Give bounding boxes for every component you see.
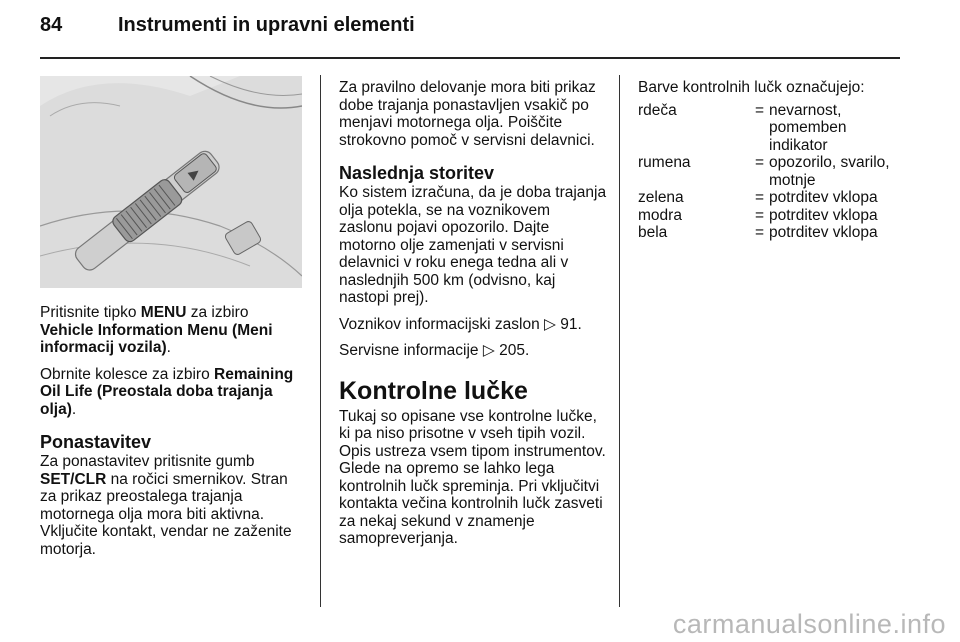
text: Pritisnite tipko	[40, 304, 141, 321]
middle-column	[339, 79, 607, 557]
color-name: modra	[638, 206, 682, 224]
color-meaning: potrditev vklopa	[769, 206, 878, 224]
color-name: rdeča	[638, 101, 677, 119]
page-header	[40, 14, 415, 37]
next-service-heading: Naslednja storitev	[339, 163, 495, 183]
arrow-icon: ▷	[544, 314, 556, 333]
ref-text: Servisne informacije	[339, 342, 483, 359]
color-meaning-table	[638, 102, 898, 242]
table-row	[638, 154, 898, 189]
header-rule	[40, 57, 900, 59]
colors-intro: Barve kontrolnih lučk označujejo:	[638, 79, 865, 96]
color-meaning: nevarnost, pomemben indikator	[769, 101, 847, 154]
reference-service-info	[339, 342, 607, 360]
table-row	[638, 102, 898, 155]
section-heading: Kontrolne lučke	[339, 376, 528, 405]
watermark: carmanualsonline.info	[672, 609, 946, 639]
right-column	[638, 79, 903, 242]
text: .	[71, 400, 77, 418]
equals-sign: =	[755, 154, 765, 171]
text: na ročici smernikov. Stran za prikaz preostalega trajanja motornega olja mora biti aktivna. Vključite kontakt, vendar ne zaženite motorja.	[40, 470, 292, 558]
text: za izbiro	[186, 304, 249, 321]
next-service-paragraph: Ko sistem izračuna, da je doba trajanja olja potekla, se na voznikovem zaslonu pojavi opozorilo. Dajte motorno olje zamenjati v servisni delavnici v roku enega tedna ali v naslednjih 500 km (odvisno, kaj nastopi prej).	[339, 184, 607, 306]
left-column	[40, 304, 305, 567]
column-divider	[619, 75, 620, 607]
equals-sign: =	[755, 101, 765, 119]
color-name: bela	[638, 224, 668, 241]
color-meaning: potrditev vklopa	[769, 224, 878, 241]
equals-sign: =	[755, 224, 765, 241]
reference-driver-display	[339, 316, 607, 334]
menu-item: Remaining Oil Life (Preostala doba trajanja olja)	[40, 365, 294, 418]
equals-sign: =	[755, 189, 765, 206]
table-row	[638, 224, 898, 242]
table-row	[638, 189, 898, 207]
turn-signal-lever-illustration	[40, 76, 302, 288]
ref-page: 91.	[555, 315, 582, 333]
column-divider	[320, 75, 321, 607]
lever-drawing	[40, 76, 302, 288]
menu-item: Vehicle Information Menu (Meni informacij vozila)	[40, 321, 273, 356]
control-lights-paragraph: Tukaj so opisane vse kontrolne lučke, ki pa niso prisotne v vseh tipih vozil. Opis ustreza vsem tipom instrumentov. Glede na opremo se lahko lega kontrolnih lučk spreminja. Pri vključitvi kontakta večina kontrolnih lučk zasveti za nekaj sekund v znamenje samopreverjanja.	[339, 407, 606, 547]
color-meaning: opozorilo, svarilo, motnje	[769, 154, 890, 189]
ref-text: Voznikov informacijski zaslon	[339, 315, 545, 333]
arrow-icon: ▷	[482, 341, 495, 359]
ref-page: 205.	[494, 342, 530, 359]
reset-paragraph	[40, 453, 305, 558]
text: .	[166, 339, 171, 356]
text: Obrnite kolesce za izbiro	[40, 365, 215, 383]
color-name: zelena	[638, 189, 684, 206]
set-clr-key: SET/CLR	[40, 470, 107, 488]
reset-note-paragraph: Za pravilno delovanje mora biti prikaz dobe trajanja ponastavljen vsakič po menjavi motornega olja. Poiščite strokovno pomoč v servisni delavnici.	[339, 79, 596, 149]
table-row	[638, 207, 898, 225]
page-number: 84	[40, 14, 63, 36]
equals-sign: =	[755, 206, 765, 224]
page-title: Instrumenti in upravni elementi	[118, 14, 415, 36]
text: Za ponastavitev pritisnite gumb	[40, 453, 255, 470]
color-name: rumena	[638, 154, 691, 171]
menu-paragraph	[40, 304, 305, 357]
color-meaning: potrditev vklopa	[769, 189, 878, 206]
reset-heading: Ponastavitev	[40, 432, 152, 452]
wheel-paragraph	[40, 366, 305, 419]
menu-key: MENU	[140, 304, 187, 321]
